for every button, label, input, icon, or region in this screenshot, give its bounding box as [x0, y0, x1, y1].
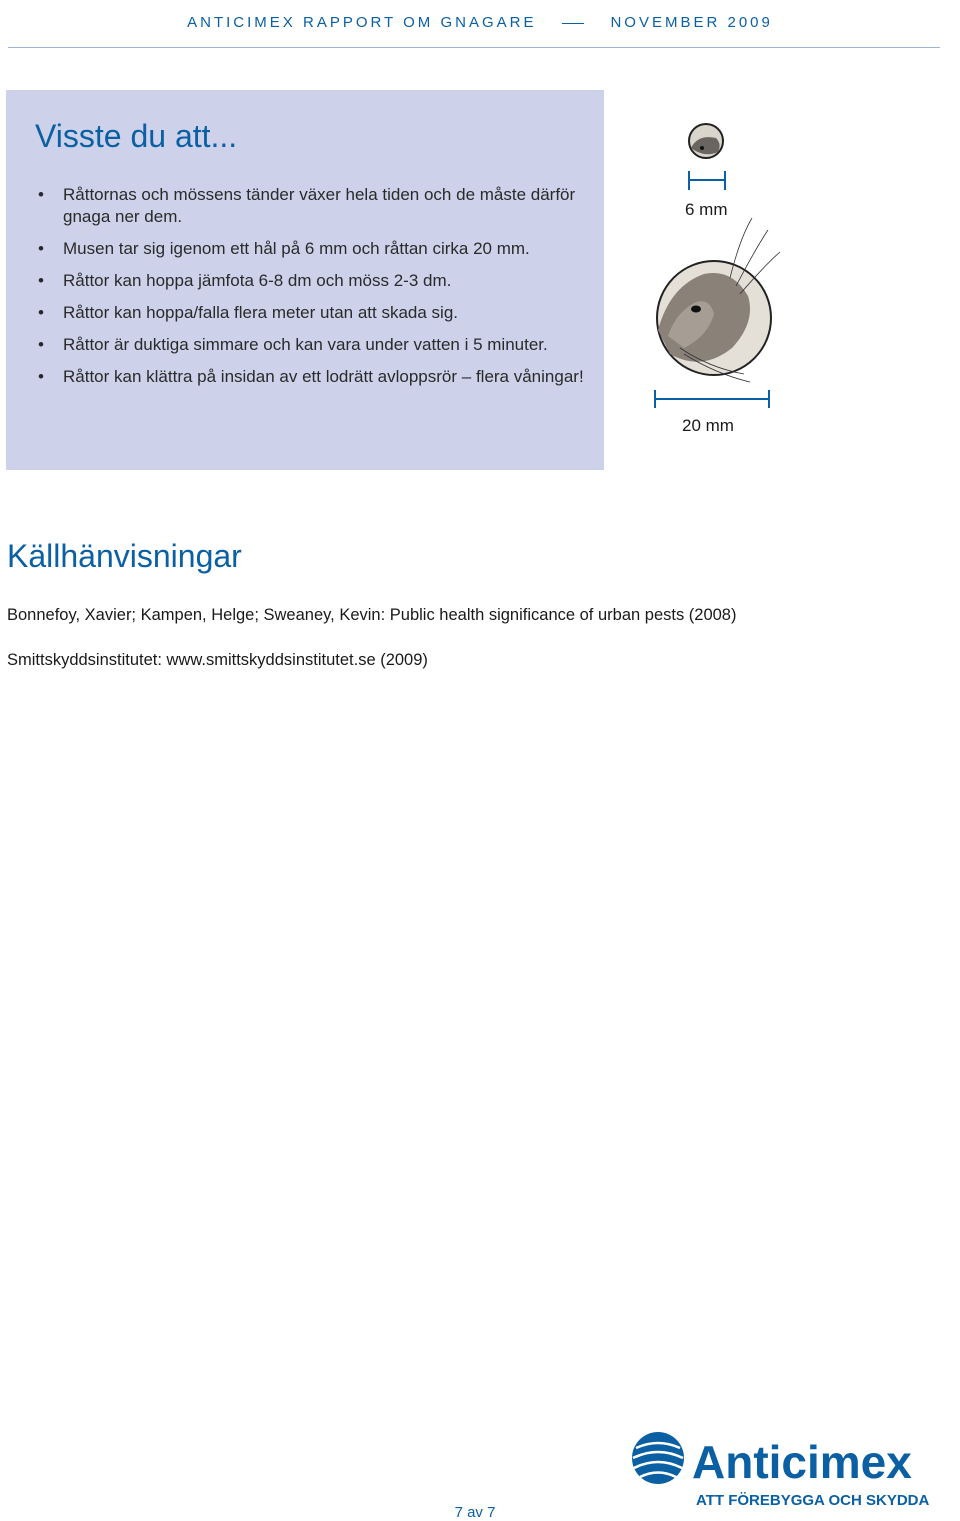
- fact-item: • Råttor är duktiga simmare och kan vara under vatten i 5 minuter.: [38, 335, 548, 354]
- bullet-icon: •: [38, 367, 44, 386]
- mouse-head-icon: [689, 124, 723, 158]
- bullet-icon: •: [38, 335, 44, 354]
- bullet-icon: •: [38, 185, 44, 204]
- fact-item: • Råttor kan hoppa jämfota 6-8 dm och möss 2-3 dm.: [38, 271, 452, 290]
- fact-item: • Musen tar sig igenom ett hål på 6 mm och råttan cirka 20 mm.: [38, 239, 530, 258]
- bullet-icon: •: [38, 239, 44, 258]
- fact-item: • Råttor kan hoppa/falla flera meter utan att skada sig.: [38, 303, 459, 322]
- fact-item: • Råttornas och mössens tänder växer hela tiden och de måste därför gnaga ner dem.: [38, 185, 576, 226]
- logo-tagline: ATT FÖREBYGGA OCH SKYDDA: [696, 1492, 930, 1509]
- source-reference: Bonnefoy, Xavier; Kampen, Helge; Sweaney, Kevin: Public health significance of urban pests (2008): [7, 606, 737, 624]
- header-title: ANTICIMEX RAPPORT OM GNAGARE: [187, 14, 537, 31]
- header-dash: [562, 23, 584, 24]
- header-divider: [8, 47, 940, 48]
- fact-list: [38, 184, 598, 398]
- anticimex-logo: [628, 1430, 958, 1515]
- running-header: [0, 14, 960, 31]
- globe-icon: [632, 1432, 684, 1484]
- small-size-label: 6 mm: [685, 200, 728, 219]
- header-date: NOVEMBER 2009: [610, 14, 773, 31]
- hole-size-illustration: [640, 118, 800, 448]
- box-title: Visste du att...: [35, 118, 238, 154]
- small-scale-bar: [689, 171, 725, 190]
- bullet-icon: •: [38, 303, 44, 322]
- large-size-label: 20 mm: [682, 416, 734, 435]
- page-number: 7 av 7: [454, 1504, 496, 1521]
- fact-item: • Råttor kan klättra på insidan av ett lodrätt avloppsrör – flera våningar!: [38, 367, 584, 386]
- bullet-icon: •: [38, 271, 44, 290]
- logo-wordmark: Anticimex: [692, 1436, 912, 1488]
- large-scale-bar: [655, 390, 769, 408]
- rat-head-icon: [657, 218, 780, 382]
- sources-heading: Källhänvisningar: [7, 538, 242, 574]
- source-reference: Smittskyddsinstitutet: www.smittskyddsinstitutet.se (2009): [7, 651, 428, 669]
